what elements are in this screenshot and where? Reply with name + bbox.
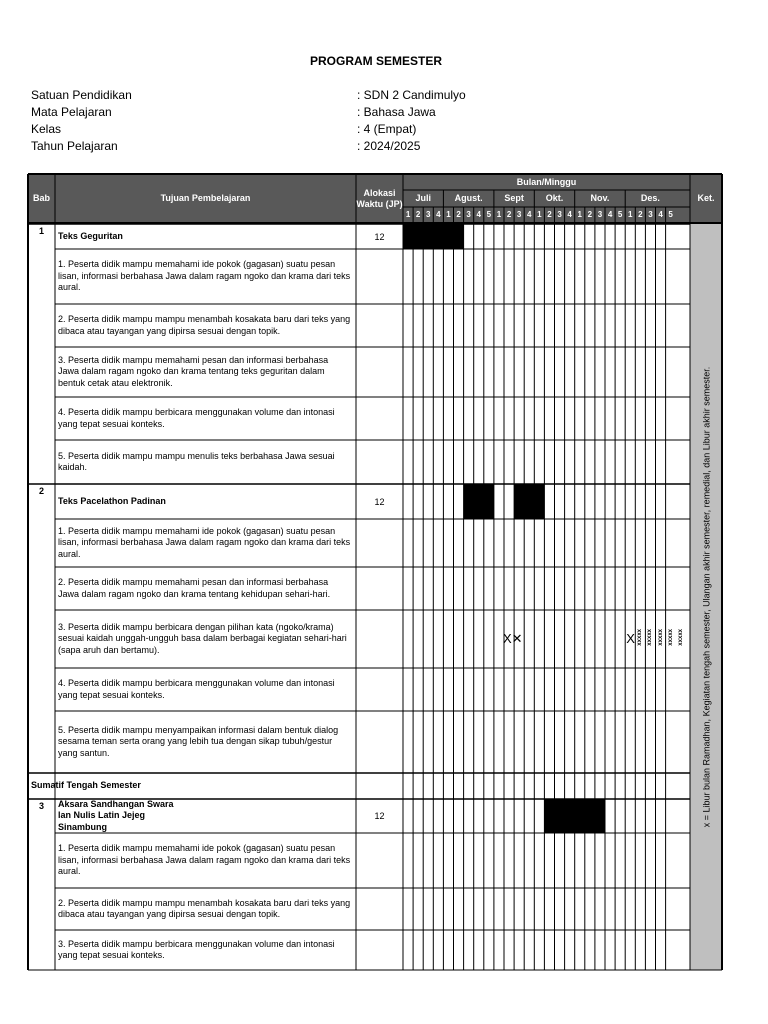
week-label: 4 (658, 210, 663, 219)
schedule-fill (534, 484, 544, 519)
info-label: Tahun Pelajaran (31, 139, 118, 153)
info-value: : 4 (Empat) (357, 122, 417, 136)
week-label: 2 (587, 210, 593, 219)
objective-text: 3. Peserta didik mampu berbicara dengan pilihan kata (ngoko/krama) sesuai kaidah unggah-ungguh basa dalam berbagai kegiatan sehari-hari (sapa aruh dan bertamu). (58, 621, 347, 655)
objective-text: Sumatif Tengah Semester (31, 780, 141, 791)
ket-note-text: x = Libur bulan Ramadhan, Kegiatan tengah semester, Ulangan akhir semester, remedial, dan Libur akhir semester. (701, 366, 712, 828)
week-label: 2 (506, 210, 512, 219)
week-label: 5 (668, 210, 673, 219)
week-label: 4 (436, 210, 441, 219)
week-label: 4 (476, 210, 481, 219)
x-mark-nov: X (626, 631, 635, 646)
header-bab: Bab (32, 193, 50, 204)
objective-text: 3. Peserta didik mampu memahami pesan dan informasi berbahasa Jawa dalam ragam ngoko dan krama tentang teks geguritan dalam bentuk cetak atau elektronik. (58, 354, 329, 388)
page-title: PROGRAM SEMESTER (309, 54, 442, 68)
ket-note (692, 224, 720, 970)
x-mark-des: xxxxx (667, 629, 674, 646)
objective-text: 4. Peserta didik mampu berbicara menggunakan volume dan intonasi yang tepat sesuai konteks. (58, 678, 335, 700)
schedule-fill (433, 224, 443, 249)
objective-text: 2. Peserta didik mampu mampu menambah kosakata baru dari teks yang dibaca atau tayangan yang dipirsa sesuai dengan topik. (58, 897, 351, 919)
objective-text: 1. Peserta didik mampu memahami ide pokok (gagasan) suatu pesan lisan, informasi berbahasa Jawa dalam ragam ngoko dan krama dari teks aural. (58, 843, 351, 877)
schedule-fill (443, 224, 453, 249)
month-label: Sept (504, 193, 524, 204)
week-label: 5 (617, 210, 623, 219)
month-label: Okt. (545, 193, 564, 204)
schedule-fill (514, 484, 524, 519)
week-label: 1 (446, 210, 451, 219)
week-label: 5 (486, 210, 492, 219)
header-bulan-minggu: Bulan/Minggu (516, 176, 577, 187)
week-label: 1 (628, 210, 633, 219)
week-label: 2 (415, 210, 421, 219)
header-tujuan: Tujuan Pembelajaran (160, 193, 251, 204)
week-label: 1 (496, 210, 502, 219)
info-label: Kelas (31, 122, 62, 136)
month-label: Agust. (454, 193, 483, 204)
week-label: 1 (577, 210, 582, 219)
schedule-fill (454, 224, 464, 249)
objective-text: 3. Peserta didik mampu berbicara menggunakan volume dan intonasi yang tepat sesuai konteks. (58, 938, 335, 960)
week-label: 3 (648, 210, 653, 219)
header-alokasi: Alokasi Waktu (JP) (356, 188, 403, 209)
schedule-fill (585, 799, 595, 833)
week-label: 2 (456, 210, 461, 219)
objective-text: 1. Peserta didik mampu memahami ide pokok (gagasan) suatu pesan lisan, informasi berbahasa Jawa dalam ragam ngoko dan krama dari teks aural. (58, 259, 351, 293)
week-label: 4 (567, 210, 572, 219)
schedule-fill (575, 799, 585, 833)
objective-text: Aksara Sandhangan Swara lan Nulis Latin Jejeg Sinambung (58, 799, 174, 832)
x-mark-des: xxxxx (657, 629, 664, 646)
objective-text: 4. Peserta didik mampu berbicara menggunakan volume dan intonasi yang tepat sesuai konteks. (58, 407, 335, 429)
week-label: 1 (405, 210, 411, 219)
x-mark-des: xxxxx (677, 629, 684, 646)
schedule-fill (474, 484, 484, 519)
month-label: Nov. (590, 193, 610, 204)
month-label: Juli (415, 193, 431, 204)
week-label: 3 (466, 210, 471, 219)
info-label: Satuan Pendidikan (31, 88, 132, 102)
schedule-fill (595, 799, 605, 833)
objective-text: Teks Pacelathon Padinan (58, 495, 166, 506)
x-mark-des: xxxxx (637, 629, 644, 646)
week-label: 3 (426, 210, 431, 219)
jp-value: 12 (374, 231, 385, 242)
x-mark-sept: X✕ (503, 631, 523, 646)
info-value: : SDN 2 Candimulyo (357, 88, 466, 102)
week-label: 4 (527, 210, 532, 219)
schedule-fill (484, 484, 494, 519)
objective-text: 5. Peserta didik mampu mampu menulis teks berbahasa Jawa sesuai kaidah. (58, 450, 335, 472)
info-value: : Bahasa Jawa (357, 105, 436, 119)
info-value: : 2024/2025 (357, 139, 421, 153)
week-label: 3 (557, 210, 562, 219)
objective-text: 2. Peserta didik mampu mampu menambah kosakata baru dari teks yang dibaca atau tayangan yang dipirsa sesuai dengan topik. (58, 314, 351, 336)
schedule-fill (403, 224, 413, 249)
objective-text: 2. Peserta didik mampu memahami pesan dan informasi berbahasa Jawa dalam ragam ngoko dan krama tentang kehidupan sehari-hari. (58, 577, 331, 599)
schedule-fill (423, 224, 433, 249)
week-label: 2 (638, 210, 643, 219)
week-label: 2 (547, 210, 552, 219)
week-label: 3 (516, 210, 522, 219)
week-label: 3 (597, 210, 603, 219)
header-ket: Ket. (697, 193, 715, 204)
info-label: Mata Pelajaran (31, 105, 112, 119)
schedule-fill (413, 224, 423, 249)
month-label: Des. (640, 193, 660, 204)
schedule-fill (464, 484, 474, 519)
schedule-fill (565, 799, 575, 833)
schedule-fill (544, 799, 554, 833)
schedule-fill (555, 799, 565, 833)
objective-text: 1. Peserta didik mampu memahami ide pokok (gagasan) suatu pesan lisan, informasi berbahasa Jawa dalam ragam ngoko dan krama dari teks aural. (58, 525, 351, 559)
week-label: 1 (537, 210, 542, 219)
jp-value: 12 (374, 496, 385, 507)
week-label: 4 (607, 210, 613, 219)
objective-text: 5. Peserta didik mampu menyampaikan informasi dalam bentuk dialog sesama teman serta orang yang lebih tua dengan sikap tubuh/gestur yang santun. (58, 724, 339, 758)
bab-number: 1 (38, 226, 44, 236)
bab-number: 3 (38, 801, 44, 811)
schedule-fill (524, 484, 534, 519)
jp-value: 12 (374, 811, 385, 821)
bab-number: 2 (38, 486, 44, 496)
objective-text: Teks Geguritan (58, 230, 123, 241)
x-mark-des: xxxxx (647, 629, 654, 646)
